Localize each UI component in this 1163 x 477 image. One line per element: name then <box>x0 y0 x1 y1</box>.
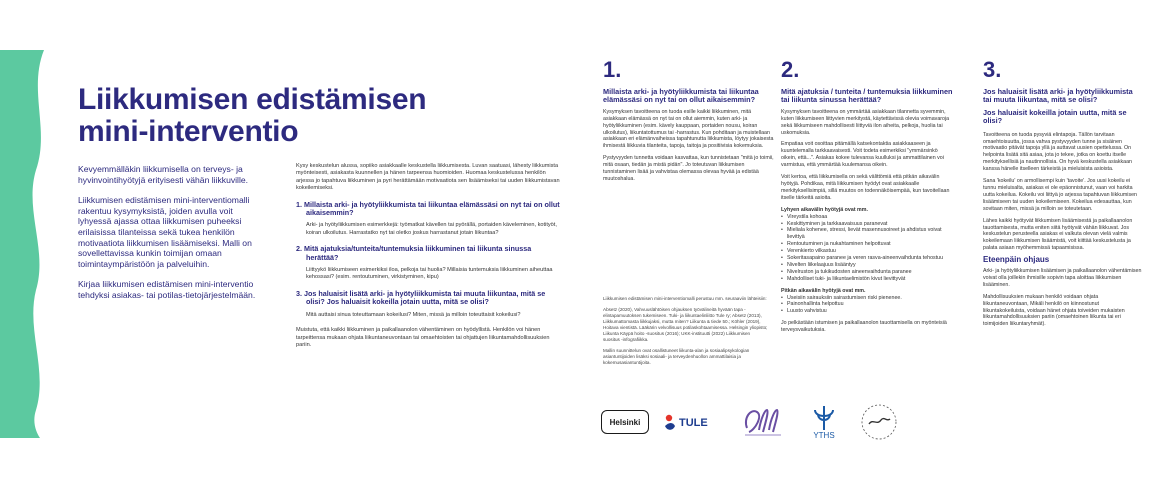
list-item: • Rentoutuminen ja nukahtaminen helpottuvat <box>781 241 953 248</box>
column-paragraph: Tavoitteena on tuoda pysyviä elintapoja. Tällön tarvitaan omaehtoisuutta, jossa vahva pystyvyyden tunne ja sisäinen motivaatio pitävät tapoja yllä ja auttavat uusien opettelussa. On helpointa lisätä sitä asiaa, jota jo tekee, jotka on koettu itselle merkityksellisiä ja nautinnollisia. On hyvä keskustella asiakkaan kanssa hänelle itselleen tärkeistä ja mieluisista asioista. <box>983 131 1132 173</box>
column-paragraph: Mahdollisuuksien mukaan henkilö voidaan ohjata liikuntaneuvontaan, Mikäli henkilö on kiinnostunut liikuntakokeiluista, voidaan hänet ohjata toiveiden mukaisten liikuntamahdollisuuksien pariin (omaehtoinen liikunta tai eri toimijoiden liikuntaryhmät). <box>983 293 1125 328</box>
question-3: 3. Jos haluaisit lisätä arki- ja hyötyliikkumista tai muuta liikuntaa, mitä se olisi? Jos haluaisit kokeilla jotain uutta, mitä se olisi? <box>296 288 546 307</box>
column-heading: Mitä ajatuksia / tunteita / tuntemuksia liikkuminen tai liikunta sinussa herättää? <box>781 87 953 105</box>
references-list: Absetz (2020), Vahvuuslähtöisen ohjauksen työvälineitä hyvään tapa -elintapamuutoksen tukemiseen. Tuki- ja liikuntaelinliitto Tule ry; Absetz (2013), Liikkumattomasta liikkujaksi, mutta miten? Liikunta & tiede 50.; Köhler (2019), Hoitava vientistä. Lääkärin velvollisuus potilaskohtaamisessa. Helsingin yliopisto; Liikunta Käypä hoito -suositus (2016); UKK-instituutti (2022) Liikkumisen suositus -infografiikka. <box>603 307 768 342</box>
list-item: • Sokeritasapaino paranee ja veren rasva-aineenvaihdunta tehostuu <box>781 255 953 262</box>
tule-logo-text: TULE <box>679 417 708 429</box>
wave-decoration <box>0 50 44 438</box>
liikkuva-logo <box>859 402 899 442</box>
column-1 <box>603 58 775 188</box>
short-term-label: Lyhyen aikavälin hyötyjä ovat mm. <box>781 206 868 213</box>
question-2-body: Liittyykö liikkumiseen esimerkiksi iloa, pelkoja tai huolia? Millaisia tuntemuksia liikkuminen aiheuttaa kehossasi? (esim. rentoutuminen, virkistyminen, kipu) <box>306 267 553 281</box>
question-section <box>296 163 561 355</box>
right-panel <box>581 0 1163 477</box>
left-panel <box>0 0 581 477</box>
ol-logo <box>741 404 785 440</box>
list-item: • Keskittyminen ja tarkkaavaisuus paranevat <box>781 221 953 228</box>
column-2 <box>781 58 953 339</box>
list-item: • Mieliala kohenee, stressi, lievät masennusoireet ja ahdistus voivat lievittyä <box>781 227 953 241</box>
column-paragraph: Arki- ja hyötyliikkumisen lisäämisen ja paikallaanolon vähentämisen voivat olla joillekin ihmisille sopivin tapa aloittaa liikkumisen lisääminen. <box>983 268 1142 288</box>
question-3-body: Mitä auttaisi sinua toteuttamaan kokeilusi? Miten, missä ja milloin toteuttaisit kokeilusi? <box>306 311 521 318</box>
list-item: • Nivelten liikelaajuus lisääntyy <box>781 262 953 269</box>
list-item: • Nivelruston ja tukikudosten aineenvaihdunta paranee <box>781 269 953 276</box>
mid-intro: Kysy keskustelun alussa, sopiiko asiakkaalle keskustella liikkumisesta. Luvan saatuasi, lähesty liikkumista myönteisesti, asiakasta kuunnellen ja hänen tarpeensa huomioiden. Huomaa keskustelussa henkilön arjessa jo tapahtuva liikkuminen ja pyri herättämään motivaatiota sen lisäämiseksi tai uuden liikkumistavan kokeilemiseksi. <box>296 163 560 192</box>
page-title: Liikkumisen edistämisen mini-interventio <box>78 83 427 148</box>
column-paragraph: Empatiaa voit osoittaa pitämällä katsekontaktia asiakkaaseen ja kuuntelemalla tarkkaavaisesti. Voit todeta esimerkiksi "ymmärsinkö oikein, että...". Asiakas kokee tulevansa kuulluksi ja ammattilainen voi varmistua, että ymmärtää kuulemansa oikein. <box>781 141 944 169</box>
column-outro: Jo pelkästään istumisen ja paikallaanolon tauottamisella on myönteisiä terveysvaikutuksia. <box>781 320 947 334</box>
section-heading: Eteenpäin ohjaus <box>983 255 1050 265</box>
intro-text <box>78 164 256 311</box>
column-heading: Jos haluaisit lisätä arki- ja hyötyliikkumista tai muuta liikuntaa, mitä se olisi? <box>983 87 1133 105</box>
yths-logo-text: YTHS <box>813 431 835 440</box>
column-subheading: Jos haluaisit kokeilla jotain uutta, mitä se olisi? <box>983 107 1127 126</box>
column-paragraph: Kysymyksen tavoitteena on tuoda esille kaikki liikkuminen, mitä asiakkaan elämässä on nyt tai on ollut aiemmin, kuten arki- ja hyötyliikkuminen (esim. kävely kauppaan, portaiden nousu, koiran ulkoilutus), liikuntatottumus tai -harrastus. Kun pohditaan ja muistellaan asiakkaan eri elämänvaiheissa tapahtunutta liikkumista, löytyy jokaisesta ihmisestä liikkuvia tilanteita, tapoja, taitoja ja positiivisia kokemuksia. <box>603 108 774 150</box>
intro-paragraph: Liikkumisen edistämisen mini-interventiomalli rakentuu kysymyksistä, joiden avulla voit lyhyessä ajassa ottaa liikkumisen puheeksi erilaisissa tilanteissa sekä tukea henkilön motivaatiota liikkumisen lisäämiseksi. Malli on sovellettavissa kunkin toimijan omaan toimintaympäristöön ja palveluihin. <box>78 195 252 269</box>
column-paragraph: Pystyvyyden tunnetta voidaan kasvattaa, kun tunnistetaan "mitä jo toimii, mitä osaan, tiedän ja mistä pidän". Jo toteutuvan liikkumisen tunnistaminen lisää ja vahvistaa olemassa olevaa hyvää ja edistää muutoshalua. <box>603 155 774 182</box>
column-paragraph: Sana 'kokeilu' on armollisempi kuin 'tavoite'. Jos uusi kokeilu ei tunnu mieluisalta, asiakas ei ole epäonnistunut, vaan voi harkita uutta kokeilua. Kokeilu voi liittyä jo arjessa tapahtuvan liikkumisen lisäämiseen tai uuden kokeilemiseen. Kokeilua edesauttaa, kun sovitaan miten, missä ja milloin se toteutetaan. <box>983 178 1137 212</box>
yths-logo <box>807 404 841 440</box>
long-term-list <box>781 295 953 316</box>
intro-paragraph: Kirjaa liikkumisen edistämisen mini-interventio tehdyksi asiakas- tai potilas-tietojärjestelmään. <box>78 279 256 300</box>
question-1-body: Arki- ja hyötyliikkumisen esimerkkejä: työmatkat kävellen tai pyörällä, portaiden käveleminen, kotityöt, koiran ulkoilutus. Harrastatko nyt tai oletko joskus harrastanut jotain liikuntaa? <box>306 222 557 236</box>
list-item: • Verenkierto vilkastuu <box>781 248 953 255</box>
mid-outro: Muistuta, että kaikki liikkuminen ja paikallaanolon vähentäminen on hyödyllistä. Henkilön voi hänen tarpeittensa mukaan ohjata liikuntaneuvontaan tai omaehtoisten tai ohjattujen liikuntamahdollisuuksien pariin. <box>296 327 550 348</box>
list-item: • Luusto vahvistuu <box>781 308 953 315</box>
question-1: 1. Millaista arki- ja hyötyliikkumista tai liikuntaa elämässäsi on nyt tai on ollut aikaisemmin? <box>296 199 560 218</box>
step-number: 1. <box>603 57 622 82</box>
intro-paragraph: Kevyemmälläkin liikkumisella on terveys- ja hyvinvointihyötyjä erityisesti vähän liikkuville. <box>78 164 249 185</box>
question-2: 2. Mitä ajatuksia/tunteita/tuntemuksia liikkuminen tai liikunta sinussa herättää? <box>296 244 532 262</box>
step-number: 3. <box>983 57 1002 82</box>
list-item: • Vireystila kohoaa <box>781 214 953 221</box>
list-item: • Mahdolliset tuki- ja liikuntaelimistön kivut lievittyvät <box>781 276 953 283</box>
list-item: • Useisiin sairauksiin sairastumisen riski pienenee. <box>781 295 953 302</box>
long-term-label: Pitkän aikavälin hyötyjä ovat mm. <box>781 287 866 294</box>
column-3 <box>983 58 1143 333</box>
short-term-list <box>781 214 953 283</box>
references-note: Mallin suunnittelun ovat osallistuneet liikunta-alan ja sosiaalipsykologian asiantuntijoiden lisäksi sosiaali- ja terveydenhuollon ammattilaisia ja kokemusasiantuntijoita. <box>603 348 750 365</box>
partner-logos <box>601 402 911 442</box>
step-number: 2. <box>781 57 800 82</box>
column-paragraph: Lähes kaikki hyötyvät liikkumisen lisäämisestä ja paikallaanolon tauottamisesta, mutta eniten siitä hyötyvät vähän liikkuvat. Jos keskustelun perusteella asiakas ei valkuta olevan vielä valmis kokeilemaan liikkumisen lisäämistä, voit kiittää keskustelusta ja palata asiaan myöhemmissä tapaamisissa. <box>983 217 1133 252</box>
list-item: • Painonhallinta helpottuu <box>781 301 953 308</box>
references-intro: Liikkumisen edistämisen mini-interventiomalli perustuu mm. seuraaviin lähteisiin: <box>603 296 767 301</box>
tule-logo <box>663 412 721 434</box>
references <box>603 296 768 371</box>
column-paragraph: Kysymyksen tavoitteena on ymmärtää asiakkaan tilannetta syvemmin, kuten liikkumiseen liittyvien merkitystä, käytettävissä olevia voimavaroja sekä liikkumiseen mahdollisesti liittyviä ilon aiheita, pelkoja, huolia tai uskomuksia. <box>781 108 950 136</box>
column-paragraph: Voit kertoa, että liikkumisella on sekä välittömiä että pitkän aikavälin hyötyjä. Pohdikaa, mitä liikkumisen hyödyt ovat asiakkaalle merkityksellisimpiä, sillä muutos on todennäköisempää, kun tavoitellaan itselle tärkeitä asioita. <box>781 174 950 201</box>
column-heading: Millaista arki- ja hyötyliikkumista tai liikuntaa elämässäsi on nyt tai on ollut aikaisemmin? <box>603 87 759 105</box>
helsinki-logo: Helsinki <box>601 410 649 434</box>
